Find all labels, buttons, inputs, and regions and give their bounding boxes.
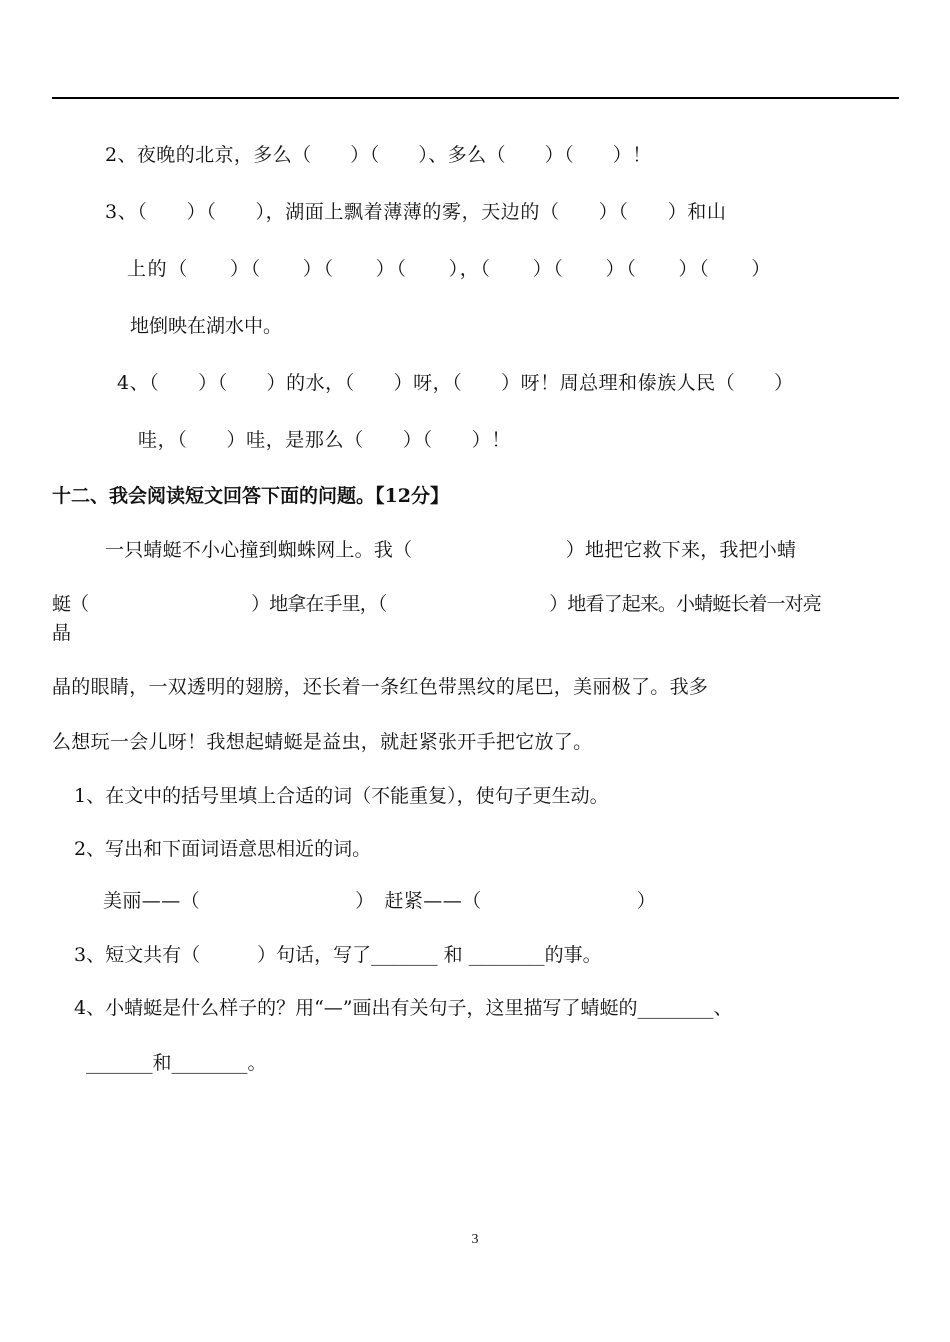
passage-line-2: 蜓（ ）地拿在手里，（ ）地看了起来。小蜻蜓长着一对亮	[52, 593, 821, 615]
question-4-continued: _______和________。	[86, 1052, 267, 1074]
q3-line-1: 3、（ ）（ ），湖面上飘着薄薄的雾，天边的（ ）（ ）和山	[105, 201, 727, 223]
reading-section-heading: 十二、我会阅读短文回答下面的问题。【12分】	[52, 485, 449, 507]
page-number: 3	[471, 1232, 479, 1247]
q2-line: 2、夜晚的北京，多么（ ）（ ）、多么（ ）（ ）！	[105, 144, 652, 166]
q4-line-1: 4、（ ）（ ）的水，（ ）呀，（ ）呀！周总理和傣族人民（ ）	[117, 372, 794, 394]
passage-line-1: 一只蜻蜓不小心撞到蜘蛛网上。我（ ）地把它救下来，我把小蜻	[105, 539, 797, 561]
synonym-line: 美丽——（ ） 赶紧——（ ）	[103, 890, 657, 912]
header-rule	[52, 97, 899, 99]
question-4: 4、小蜻蜓是什么样子的？用“—”画出有关句子，这里描写了蜻蜓的________、	[74, 997, 733, 1019]
passage-line-4: 晶的眼睛，一双透明的翅膀，还长着一条红色带黑纹的尾巴，美丽极了。我多	[52, 676, 709, 698]
q3-line-2: 上的（ ）（ ）（ ）（ ），（ ）（ ）（ ）（ ）	[127, 258, 773, 280]
question-3: 3、短文共有（ ）句话，写了_______ 和 ________的事。	[74, 944, 602, 966]
passage-line-3: 晶	[52, 622, 72, 644]
q4-line-2: 哇，（ ）哇，是那么（ ）（ ）！	[138, 429, 512, 451]
question-2: 2、写出和下面词语意思相近的词。	[74, 838, 372, 860]
question-1: 1、在文中的括号里填上合适的词（不能重复），使句子更生动。	[74, 785, 609, 807]
q3-line-3: 地倒映在湖水中。	[130, 315, 283, 337]
passage-line-5: 么想玩一会儿呀！我想起蜻蜓是益虫，就赶紧张开手把它放了。	[52, 731, 593, 753]
